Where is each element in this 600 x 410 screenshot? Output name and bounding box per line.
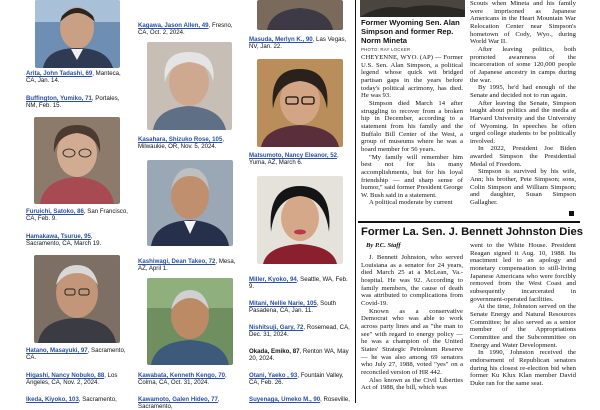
obit-details: , Seattle, WA, Feb. 9. [249,276,348,291]
obit-entry [26,208,128,222]
obit-name[interactable]: Kashiwagi, Dean Takeo, 72 [138,258,216,265]
article-column [361,254,463,392]
obit-details: , Los Angeles, CA, Nov. 2, 2024. [26,372,118,387]
article-paragraph: J. Bennett Johnston, who served Louisiana as a senator for 24 years, died March 25 at a McLean, Va.-hospital. He was 92. According to family members, the cause of death was attributed to complications from Covid-19. [361,254,463,307]
obit-entry [26,372,128,386]
obit-name[interactable]: Mitani, Nellie Narie, 105 [249,300,317,307]
obit-details: , South Pasadena, CA, Jan. 11. [249,300,337,315]
column-divider [355,0,356,403]
article-paragraph: Also known as the Civil Liberties Act of 1988, the bill, which was [361,376,463,392]
obit-details: , Milwaukie, OR, Nov. 5, 2024. [138,136,225,151]
article-column [470,0,576,207]
obit-details: , Mesa, AZ, April 1. [138,258,236,273]
obit-name[interactable]: Furuichi, Satoko, 86 [26,208,84,215]
portrait-photo-furuichi [34,117,120,204]
obit-entry [249,152,353,166]
obit-name[interactable]: Kawabata, Kenneth Kengo, 70 [138,372,226,379]
obit-entry [26,233,128,247]
obit-entry [249,348,353,362]
obit-name[interactable]: Masuda, Merlyn K., 90 [249,36,313,43]
article-paragraph: In 2022, President Joe Biden awarded Simpson the Presidential Medal of Freedom. [470,145,576,168]
obit-name[interactable]: Hatano, Masayuki, 97 [26,347,88,354]
article-paragraph: Simpson is survived by his wife, Ann; his brother, Pete Simpson; sons, Colin Simpson and William Simpson; and daughter, Susan Simpson Gallagher. [470,168,576,207]
obit-details: , Sacramento, [78,396,117,403]
obit-name[interactable]: Kagawa, Jason Allen, 49 [138,22,209,29]
article-paragraph: Scouts when Mineta and his family were imprisoned as Japanese Americans in the Heart Mountain War Relocation Center near Simpson's hometown of Cody, Wyo., during World War II. [470,0,576,46]
obit-name[interactable]: Miller, Kyoko, 94 [249,276,297,283]
obit-entry [138,22,244,36]
obit-details: , Renton WA, May 20, 2024. [249,348,349,363]
obit-entry [138,372,244,386]
obit-entry [26,347,128,361]
portrait-photo-miller [257,176,343,264]
obit-entry [26,70,126,84]
obit-name[interactable]: Otani, Yaeko , 93 [249,372,298,379]
obit-name[interactable]: Kawamoto, Galen Hideo, 77 [138,396,218,403]
article-column [361,54,463,207]
obit-name[interactable]: Kasahara, Shizuko Rose, 105 [138,136,223,143]
obit-entry [249,276,353,290]
article-column [470,242,576,387]
obit-name[interactable]: Hamakawa, Tsurue, 95 [26,233,91,240]
obit-details: , Roseville, [320,396,350,403]
obit-name[interactable]: Arita, John Tadashi, 69 [26,70,93,77]
obit-entry [26,396,128,403]
portrait-photo-hatano [34,255,120,343]
article-paragraph: After leaving the Senate, Simpson taught about politics and the media at Harvard University and the University of Wyoming. In speeches he often urged college students to be politically involved. [470,99,576,145]
article-paragraph: At the time, Johnston served on the Senate Energy and Natural Resources Committee; he also served as a senior member of the Appropriations Committee and the Subcommittee on Energy and Water Development. [470,303,576,349]
obit-name[interactable]: Ikeda, Kiyoko, 103 [26,396,79,403]
article-paragraph: Known as a conservative Democrat who was able to work across party lines and as "the man to see" with regard to energy policy — he was a champion of the United States' Strategic Petroleum Reserve — he was also among 69 senators who July 27, 1988, voted "yes" on a reconciled version of HR 442. [361,307,463,376]
article-paragraph: In 1990, Johnston received the endorsement of Republican senators during his closest re-election bid when former Ku Klux Klan member David Duke ran for the same seat. [470,349,576,387]
portrait-photo-matsumoto [257,59,343,147]
portrait-photo-kasahara [147,42,232,130]
obit-entry [249,372,353,386]
obit-details: , Sacramento, [138,396,220,410]
obit-name[interactable]: Suyenaga, Umeko M., 90 [249,396,321,403]
obit-name[interactable]: Nishitsuji, Gary, 72 [249,324,304,331]
obit-entry [249,36,353,50]
obit-entry [249,300,353,314]
photo-caption: Former Wyoming Sen. Alan Simpson and former Rep. Norm Mineta [361,18,460,45]
article-paragraph: went to the White House. President Reagan signed it Aug. 10, 1988. Its enactment led to an apology and monetary compensation to still-living Japanese Americans who were forcibly removed from the West Coast and subsequently incarcerated in government-operated facilities. [470,242,576,303]
portrait-photo-kawabata [147,278,233,365]
obit-details: , Las Vegas, NV, Jan. 22. [249,36,347,51]
obit-name[interactable]: Buffington, Yumiko, 71 [26,95,92,102]
byline: By P.C. Staff [366,242,401,249]
article-paragraph: A political moderate by current [369,199,453,207]
article-paragraph: After leaving politics, both promoted awareness of the incarceration of some 120,000 people of Japanese ancestry in camps during the war. [470,45,576,84]
obit-name: Okada, Emiko, 87 [249,348,300,355]
photo-credit: PHOTO: RAY LOCKER [361,47,411,52]
article-paragraph: "My family will remember him best not for his many accomplishments, but for his loyal friendship — and sharp sense of humor," said former President George W. Bush said in a statement. [361,153,463,199]
news-photo-simpson-mineta [360,0,465,17]
obit-entry [138,396,244,410]
headline: Former La. Sen. J. Bennett Johnston Dies [361,226,583,238]
section-rule [358,221,580,223]
obit-details: , San Francisco, CA, Feb. 9. [26,208,128,223]
article-paragraph: Simpson died March 14 after struggling to recover from a broken hip in December, according to a statement from his family and the Buffalo Bill Center of the West, a group of museums where he was a board member for 56 years. [361,99,463,153]
article-paragraph: CHEYENNE, WYO. (AP) — Former U.S. Sen. Alan Simpson, a political legend whose quick wit bridged partisan gaps in the years before today's political acrimony, has died. He was 93. [361,54,463,100]
obit-details: , Manteca, CA, Jan. 14. [26,70,121,85]
obit-details: , Rosemead, CA, Dec. 31, 2024. [249,324,350,339]
end-mark-icon [569,211,574,216]
obit-entry [249,396,353,403]
obit-name[interactable]: Higashi, Nancy Nobuko, 88 [26,372,105,379]
obit-details: , Sacramento, CA, March 19. [26,233,102,248]
obit-details: , Portales, NM, Feb. 15. [26,95,120,110]
obit-details: , Fountain Valley, CA, Feb. 26. [249,372,344,387]
obit-entry [249,324,353,338]
obit-details: , Colma, CA, Oct. 31, 2024. [138,372,227,387]
obit-name[interactable]: Matsumoto, Nancy Eleanor, 52 [249,152,338,159]
portrait-photo-arita [35,0,120,68]
obit-details: , Yuma, AZ, March 6. [249,152,339,167]
portrait-photo-kashiwagi [147,160,233,246]
obit-entry [26,95,126,109]
portrait-photo-masuda [257,0,343,30]
obit-details: , Sacramento, CA. [26,347,126,362]
article-paragraph: By 1995, he'd had enough of the Senate and decided not to run again. [470,84,576,99]
obit-details: , Fresno, CA, Oct. 2, 2024. [138,22,233,37]
obit-entry [138,136,244,150]
obit-entry [138,258,244,272]
